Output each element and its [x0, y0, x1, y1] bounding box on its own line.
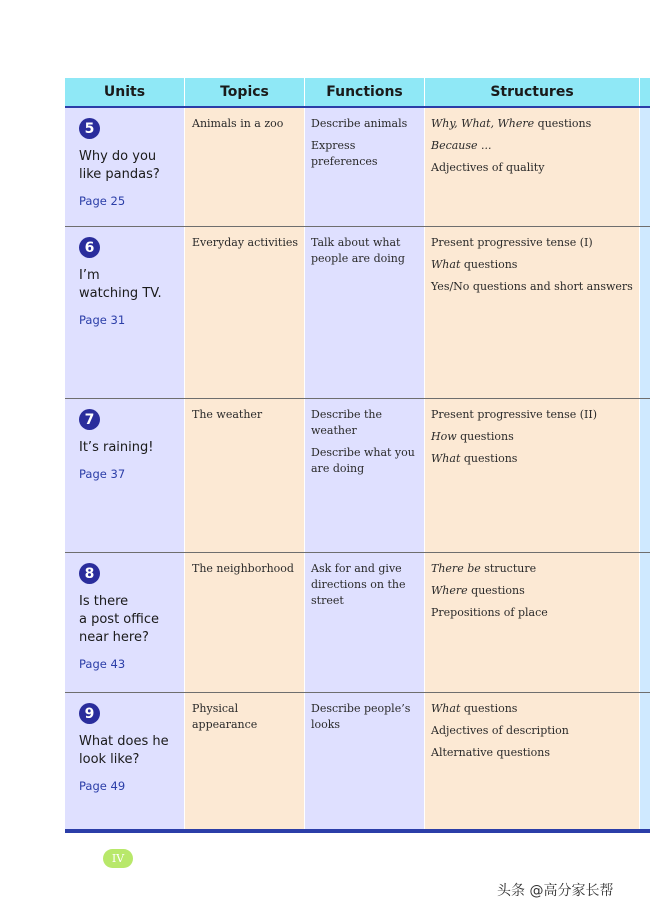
unit-functions	[311, 701, 419, 739]
function-item: Talk about what people are doing	[311, 236, 405, 265]
structure-text: Adjectives of quality	[431, 161, 545, 174]
structure-item	[431, 745, 636, 761]
function-item: Describe people’s looks	[311, 702, 411, 731]
column-extra	[640, 108, 650, 829]
structure-item	[431, 701, 636, 717]
unit-functions	[311, 407, 419, 483]
contents-table	[65, 78, 650, 834]
structure-item	[431, 407, 636, 423]
structure-item	[431, 160, 636, 176]
structure-keyword: What	[431, 258, 461, 271]
structure-text: questions	[534, 117, 592, 130]
function-item: Describe what you are doing	[311, 446, 415, 475]
structure-text: questions	[460, 452, 518, 465]
function-item: Express preferences	[311, 139, 378, 168]
header-functions: Functions	[305, 78, 424, 106]
structure-text: questions	[467, 584, 525, 597]
unit-number-badge: 5	[79, 118, 100, 139]
structure-item	[431, 605, 636, 621]
structure-text: Prepositions of place	[431, 606, 548, 619]
unit-number-badge: 7	[79, 409, 100, 430]
unit-title: What does he look like?	[79, 734, 169, 767]
structure-keyword: What	[431, 702, 461, 715]
structure-keyword: What	[431, 452, 461, 465]
unit-title: It’s raining!	[79, 440, 154, 455]
structure-text: Present progressive tense (I)	[431, 236, 593, 249]
structure-item	[431, 583, 636, 599]
row-divider	[65, 552, 650, 553]
row-divider	[65, 226, 650, 227]
unit-number-badge: 9	[79, 703, 100, 724]
header-extra	[640, 78, 650, 106]
unit-title: Why do you like pandas?	[79, 149, 160, 182]
unit-topic: Animals in a zoo	[192, 117, 284, 130]
structure-item	[431, 235, 636, 251]
watermark: 头条 @高分家长帮	[497, 883, 614, 899]
structure-item	[431, 723, 636, 739]
structure-keyword: Because ...	[431, 139, 492, 152]
structure-keyword: Where	[431, 584, 468, 597]
structure-item	[431, 116, 636, 132]
unit-functions	[311, 561, 419, 615]
structure-item	[431, 561, 636, 577]
unit-structures	[431, 407, 636, 473]
unit-page-link[interactable]: Page 25	[79, 194, 126, 208]
header-structures: Structures	[425, 78, 639, 106]
unit-number-badge: 8	[79, 563, 100, 584]
structure-text: Alternative questions	[431, 746, 551, 759]
unit-topic: The weather	[192, 408, 263, 421]
bottom-rule	[65, 829, 650, 833]
unit-functions	[311, 235, 419, 273]
function-item: Describe animals	[311, 117, 408, 130]
structure-text: Present progressive tense (II)	[431, 408, 598, 421]
function-item: Ask for and give directions on the street	[311, 562, 406, 607]
unit-topic: The neighborhood	[192, 562, 294, 575]
unit-structures	[431, 701, 636, 767]
unit-topic: Physical appearance	[192, 702, 258, 731]
structure-text: questions	[456, 430, 514, 443]
unit-number-badge: 6	[79, 237, 100, 258]
unit-structures	[431, 116, 636, 182]
row-divider	[65, 692, 650, 693]
page-number-badge: IV	[103, 849, 133, 868]
structure-item	[431, 429, 636, 445]
structure-keyword: How	[431, 430, 457, 443]
header-topics: Topics	[185, 78, 304, 106]
structure-text: questions	[460, 258, 518, 271]
structure-text: Yes/No questions and short answers	[431, 280, 633, 293]
structure-item	[431, 257, 636, 273]
header-units: Units	[65, 78, 184, 106]
unit-page-link[interactable]: Page 37	[79, 467, 126, 481]
unit-structures	[431, 235, 636, 301]
structure-text: questions	[460, 702, 518, 715]
function-item: Describe the weather	[311, 408, 382, 437]
unit-title: Is there a post office near here?	[79, 594, 159, 645]
structure-item	[431, 138, 636, 154]
structure-item	[431, 451, 636, 467]
unit-page-link[interactable]: Page 49	[79, 779, 126, 793]
unit-topic: Everyday activities	[192, 236, 299, 249]
unit-title: I’m watching TV.	[79, 268, 162, 301]
unit-functions	[311, 116, 419, 176]
structure-item	[431, 279, 636, 295]
structure-text: Adjectives of description	[431, 724, 569, 737]
unit-structures	[431, 561, 636, 627]
structure-keyword: There be	[431, 562, 481, 575]
unit-page-link[interactable]: Page 43	[79, 657, 126, 671]
unit-page-link[interactable]: Page 31	[79, 313, 126, 327]
row-divider	[65, 398, 650, 399]
structure-text: structure	[480, 562, 537, 575]
structure-keyword: Why, What, Where	[431, 117, 535, 130]
